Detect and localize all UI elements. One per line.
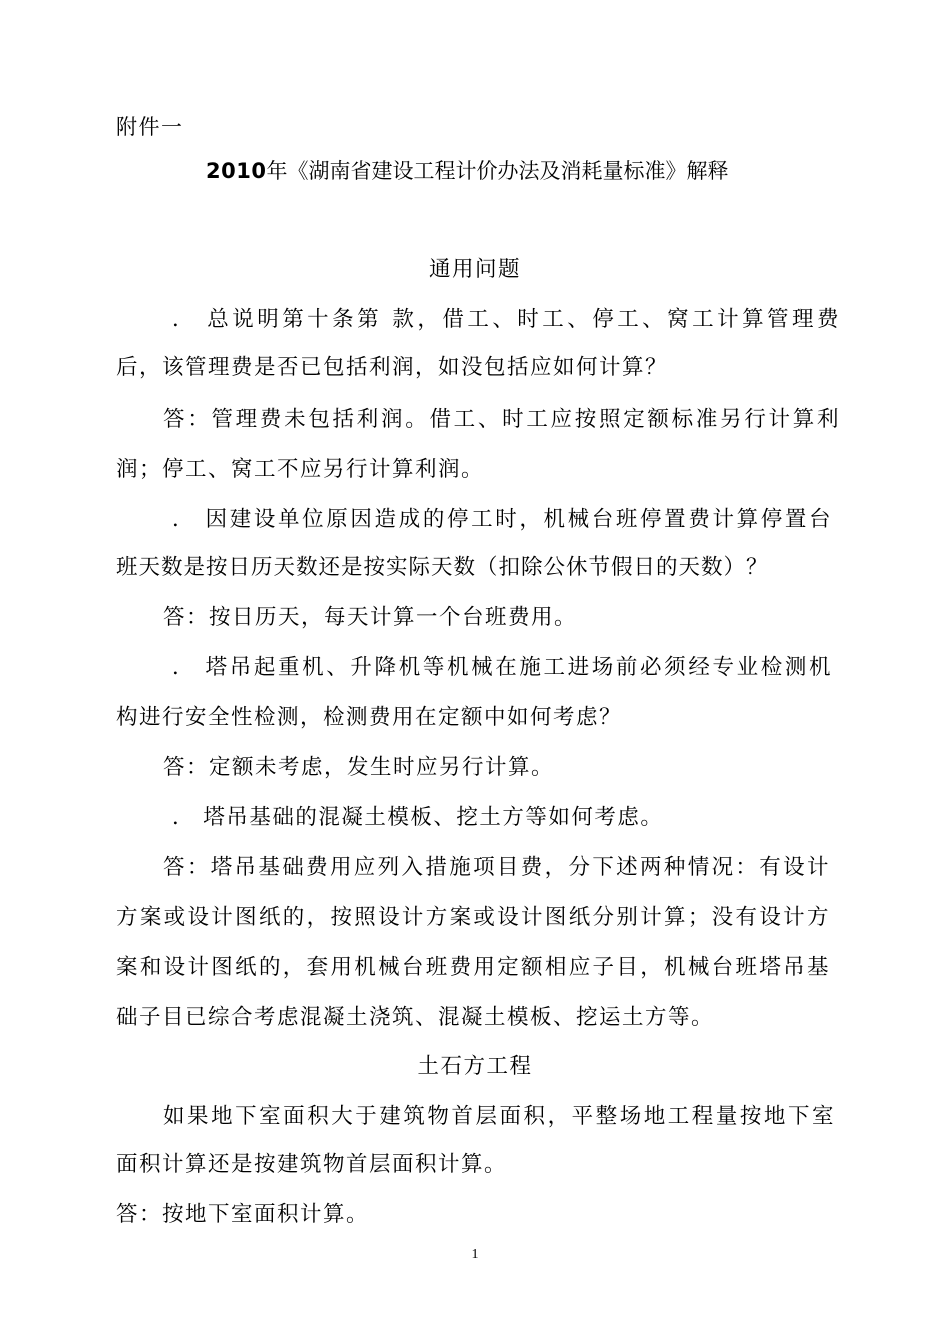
answer-3-line-1: 答：定额未考虑，发生时应另行计算。: [163, 755, 555, 780]
question-1-line-2: 后，该管理费是否已包括利润，如没包括应如何计算？: [116, 355, 669, 380]
answer-1-line-1: 答：管理费未包括利润。借工、时工应按照定额标准另行计算利: [163, 407, 840, 432]
question-4-line-1: ． 塔吊基础的混凝土模板、挖土方等如何考虑。: [172, 805, 664, 830]
answer-4-line-2: 方案或设计图纸的，按照设计方案或设计图纸分别计算；没有设计方: [116, 905, 830, 930]
question-3-line-1: ． 塔吊起重机、升降机等机械在施工进场前必须经专业检测机: [172, 655, 832, 680]
page-number: 1: [471, 1247, 479, 1262]
answer-4-line-3: 案和设计图纸的，套用机械台班费用定额相应子目，机械台班塔吊基: [116, 955, 830, 980]
answer-5-line-1: 答：按地下室面积计算。: [116, 1202, 370, 1227]
question-2-line-1: ． 因建设单位原因造成的停工时，机械台班停置费计算停置台: [172, 507, 832, 532]
section-heading-general: 通用问题: [428, 257, 521, 282]
document-title: [206, 156, 728, 186]
section-heading-earthwork: 土石方工程: [417, 1054, 533, 1079]
answer-4-line-4: 础子目已综合考虑混凝土浇筑、混凝土模板、挖运土方等。: [116, 1005, 715, 1030]
question-1-line-1: ． 总说明第十条第 款，借工、时工、停工、窝工计算管理费: [172, 307, 840, 332]
answer-1-line-2: 润；停工、窝工不应另行计算利润。: [116, 457, 485, 482]
question-3-line-2: 构进行安全性检测，检测费用在定额中如何考虑？: [116, 705, 623, 730]
question-5-line-2: 面积计算还是按建筑物首层面积计算。: [116, 1152, 508, 1177]
answer-2-line-1: 答：按日历天，每天计算一个台班费用。: [163, 605, 578, 630]
title-text: 年《湖南省建设工程计价办法及消耗量标准》解释: [266, 159, 729, 183]
annex-label: 附件一: [116, 115, 184, 139]
question-5-line-1: 如果地下室面积大于建筑物首层面积，平整场地工程量按地下室: [163, 1104, 835, 1129]
question-2-line-2: 班天数是按日历天数还是按实际天数（扣除公休节假日的天数）？: [116, 555, 769, 580]
title-year: 2010: [206, 159, 267, 183]
answer-4-line-1: 答：塔吊基础费用应列入措施项目费，分下述两种情况：有设计: [163, 855, 830, 880]
